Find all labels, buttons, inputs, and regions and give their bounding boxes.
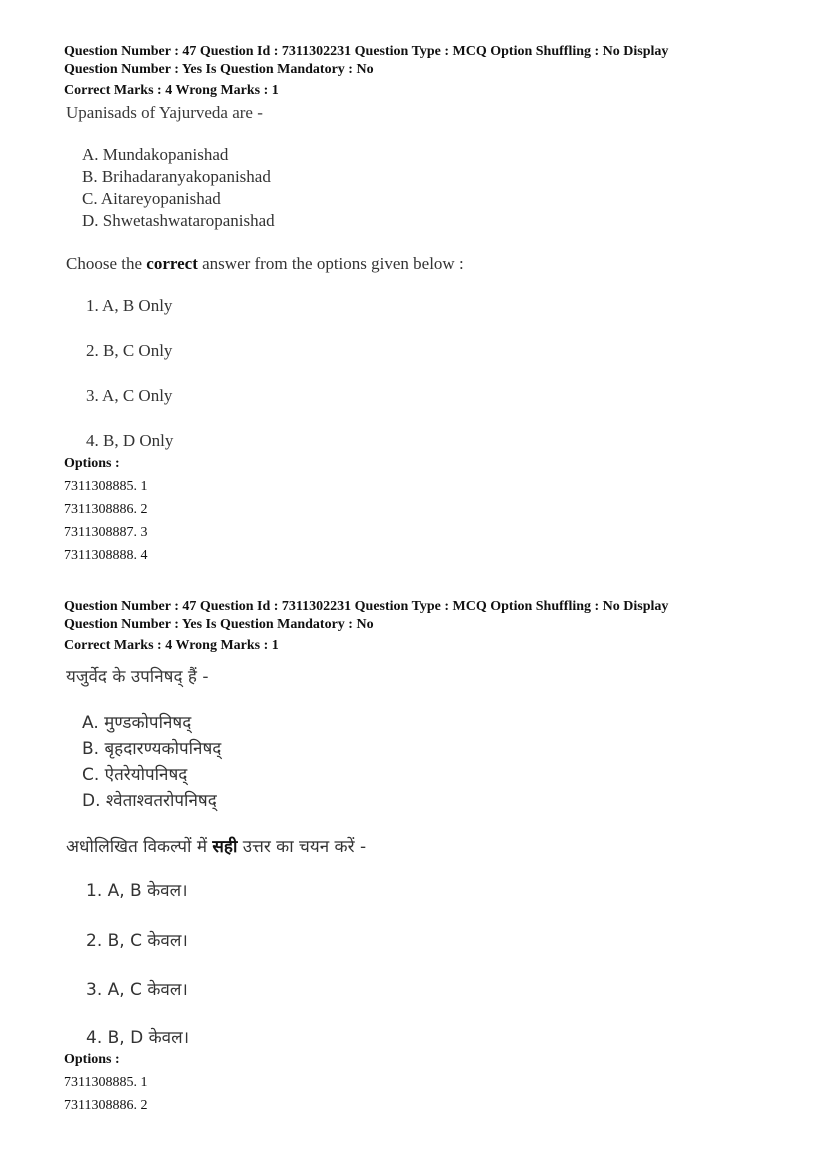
option-line: 7311308885. 1 [64,1075,148,1090]
statement-c: C. Aitareyopanishad [82,189,221,208]
option-line: 7311308888. 4 [64,548,148,563]
choice-3: 3. A, C Only [86,386,173,405]
statement-a: A. Mundakopanishad [82,145,229,164]
choice-3: 3. A, C केवल। [86,980,188,1000]
meta-line-1: Question Number : 47 Question Id : 7311302231 Question Type : MCQ Option Shuffling : No Display [64,599,669,614]
choice-4: 4. B, D केवल। [86,1028,190,1048]
choose-text-post: answer from the options given below : [197,254,464,273]
choose-text-post: उत्तर का चयन करें - [237,837,367,857]
choose-text-bold: सही [212,837,238,857]
meta-line-3: Correct Marks : 4 Wrong Marks : 1 [64,638,279,653]
options-title: Options : [64,1052,120,1067]
meta-line-3: Correct Marks : 4 Wrong Marks : 1 [64,83,279,98]
statement-d: D. Shwetashwataropanishad [82,211,275,230]
statement-b: B. Brihadaranyakopanishad [82,167,271,186]
meta-line-2: Question Number : Yes Is Question Mandatory : No [64,616,374,632]
option-line: 7311308886. 2 [64,502,148,517]
option-line: 7311308886. 2 [64,1098,148,1113]
choose-text-pre: अधोलिखित विकल्पों में [66,837,213,857]
choose-text-pre: Choose the [66,254,147,273]
question-stem: यजुर्वेद के उपनिषद् हैं - [66,667,209,687]
choose-instruction [66,254,464,274]
statement-d: D. श्वेताश्वतरोपनिषद् [82,791,217,811]
choice-1: 1. A, B केवल। [86,881,188,901]
option-line: 7311308885. 1 [64,479,148,494]
question-stem: Upanisads of Yajurveda are - [66,103,263,122]
option-line: 7311308887. 3 [64,525,148,540]
choose-text-bold: correct [146,254,198,273]
choice-2: 2. B, C केवल। [86,931,188,951]
meta-line-1: Question Number : 47 Question Id : 7311302231 Question Type : MCQ Option Shuffling : No Display [64,44,669,59]
meta-line-2: Question Number : Yes Is Question Mandatory : No [64,61,374,77]
options-title: Options : [64,456,120,471]
choice-1: 1. A, B Only [86,296,173,315]
question-meta [64,43,786,100]
choice-2: 2. B, C Only [86,341,173,360]
statement-b: B. बृहदारण्यकोपनिषद् [82,739,222,759]
statement-a: A. मुण्डकोपनिषद् [82,713,192,733]
question-meta [64,598,786,655]
choose-instruction [66,834,366,857]
choice-4: 4. B, D Only [86,431,174,450]
statement-c: C. ऐतरेयोपनिषद् [82,765,188,785]
